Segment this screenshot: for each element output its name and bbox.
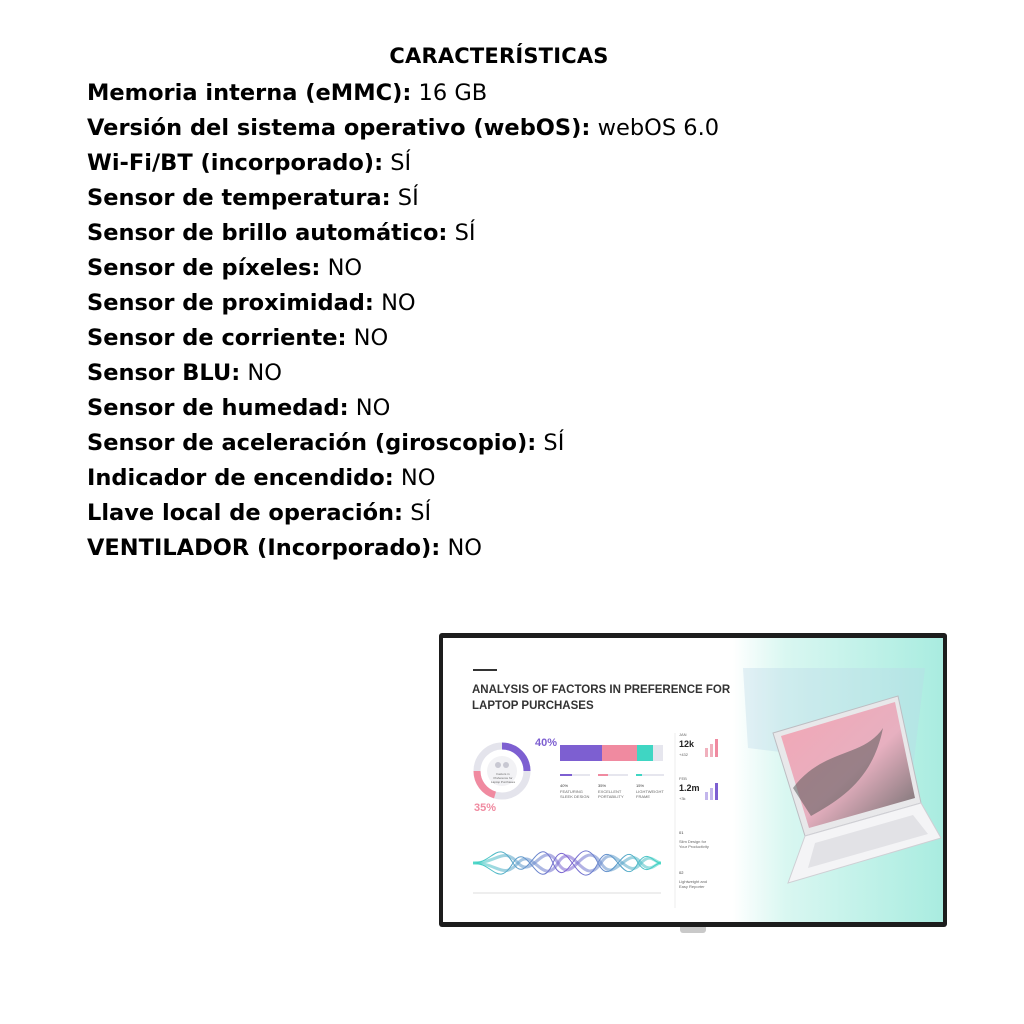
stat-delta: +432 [679,752,689,757]
spec-value: webOS 6.0 [597,115,720,141]
spec-row-wifi-bt [87,146,987,181]
stat-delta: +3k [679,796,686,801]
spec-list [87,76,987,566]
bar-label: EXCELLENT PORTABILITY [598,789,624,799]
spec-row-pixel-sensor [87,251,987,286]
spec-label: Sensor de píxeles: [87,255,321,281]
spec-value: SÍ [543,430,565,456]
spec-row-humidity-sensor [87,391,987,426]
spec-row-internal-memory [87,76,987,111]
spec-row-local-key [87,496,987,531]
bar-pct: 35% [598,783,607,788]
bar-pct: 40% [560,783,569,788]
monitor-stand [680,927,706,933]
note-text: Slim Design for Your Productivity [679,839,709,849]
bar-label: FEATURING SLEEK DESIGN [560,789,590,799]
spec-label: Versión del sistema operativo (webOS): [87,115,591,141]
spec-row-blu-sensor [87,356,987,391]
donut-center-text: Factors in Preference for Laptop Purchases [490,772,516,784]
donut-pct-a: 40% [535,737,558,749]
bar-segment-teal [637,745,653,761]
note-number: 02 [679,870,684,875]
spec-label: Sensor de temperatura: [87,185,391,211]
note-number: 01 [679,830,684,835]
spec-value: NO [247,360,282,386]
spec-label: Sensor de corriente: [87,325,347,351]
spec-value: NO [355,395,391,421]
spec-value: NO [381,290,416,316]
spec-label: VENTILADOR (Incorporado): [87,535,441,561]
bar-segment-purple [560,745,602,761]
spec-value: 16 GB [418,80,488,106]
monitor-image [439,633,947,927]
spec-row-power-indicator [87,461,987,496]
spec-row-proximity-sensor [87,286,987,321]
spec-label: Llave local de operación: [87,500,404,526]
spec-label: Sensor de proximidad: [87,290,374,316]
spec-row-temperature-sensor [87,181,987,216]
stat-month: FEB [679,776,687,781]
bar-label: LIGHTWEIGHT FRAME [636,789,664,799]
spec-row-current-sensor [87,321,987,356]
spec-value: SÍ [390,150,412,176]
mini-bar-teal [636,774,642,776]
spec-value: SÍ [410,500,432,526]
stat-bars-jan [705,748,708,757]
spec-row-brightness-sensor [87,216,987,251]
spec-value: NO [353,325,389,351]
monitor-screen [443,638,943,922]
spec-label: Sensor BLU: [87,360,241,386]
spec-label: Indicador de encendido: [87,465,394,491]
stat-value: 12k [679,739,695,749]
spec-value: NO [327,255,363,281]
spec-label: Sensor de aceleración (giroscopio): [87,430,537,456]
spec-value: NO [447,535,483,561]
note-text: Lightweight and Easy Reporter [679,879,708,889]
people-icon [495,762,501,768]
spec-label: Wi-Fi/BT (incorporado): [87,150,384,176]
stat-value: 1.2m [679,783,700,793]
spec-label: Sensor de humedad: [87,395,349,421]
bar-segment-pink [602,745,637,761]
stat-month: JAN [679,732,687,737]
spec-row-fan [87,531,987,566]
stat-bars-feb [705,792,708,800]
donut-pct-b: 35% [474,802,497,814]
page-title: CARACTERÍSTICAS [389,44,609,68]
spec-value: SÍ [454,220,476,246]
spec-row-gyroscope [87,426,987,461]
bar-pct: 15% [636,783,645,788]
mini-bar-purple [560,774,572,776]
spec-row-os-version [87,111,987,146]
spec-value: NO [400,465,436,491]
spec-value: SÍ [397,185,419,211]
screen-title: ANALYSIS OF FACTORS IN PREFERENCE FOR LAPTOP PURCHASES [472,684,731,712]
mini-bar-pink [598,774,608,776]
spec-label: Sensor de brillo automático: [87,220,448,246]
title-rule [473,669,497,671]
spec-label: Memoria interna (eMMC): [87,80,412,106]
